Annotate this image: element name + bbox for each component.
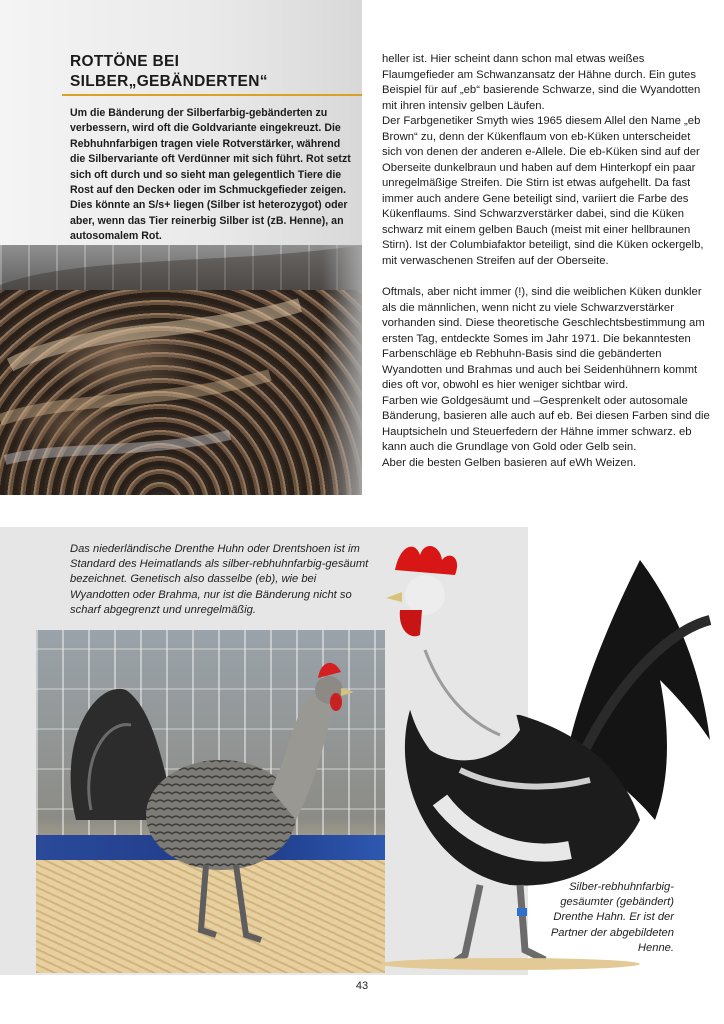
- hen-caption: Das niederländische Drenthe Huhn oder Drentshoen ist im Standard des Heimatlands als silber-rebhuhnfarbig-gesäumt bezeichnet. Genetisch also dasselbe (eb), wie bei Wyandotten oder Brahma, nur ist die Bänderung nicht so scharf abgegrenzt und unregelmäßig.: [70, 543, 369, 616]
- column-paragraph-1: heller ist. Hier scheint dann schon mal etwas weißes Flaumgefieder am Schwanzansatz der Hähne durch. Ein gutes Beispiel für auf „eb“ basierende Schwarze, sind die Wyandotten mit ihren intensiv gelben Läufen.: [382, 53, 701, 112]
- text-column: [382, 52, 712, 471]
- hen-illustration: [36, 630, 385, 973]
- feather-closeup-photo: [0, 245, 362, 495]
- column-paragraph-2: Der Farbgenetiker Smyth wies 1965 diesem Allel den Name „eb Brown“ zu, denn der Kükenflaum von eb-Küken unterscheidet sich von denen der anderen e-Allele. Die eb-Küken sind auf der Oberseite dunkelbraun und haben auf dem Hinterkopf ein paar unregelmäßige Streifen. Die Stirn ist etwas aufgehellt. Da fast immer auch andere Gene beteiligt sind, variiert die Farbe des Kükenflaums. Sind Schwarzverstärker dabei, sind die Küken schwarz mit einem gelben Bauch (meist mit einer hellbraunen Stirn). Ist der Columbiafaktor beteiligt, sind die Küken ockergelb, mit verwaschenen Streifen auf der Oberseite.: [382, 115, 704, 267]
- page-number: 43: [355, 980, 369, 992]
- column-paragraph-3: Oftmals, aber nicht immer (!), sind die weiblichen Küken dunkler als die männlichen, wenn nicht zu viele Schwarzverstärker vorhanden sind. Diese theoretische Geschlechtsbestimmung am ersten Tag, entdeckte Somes im Jahr 1971. Die bekanntesten Farbenschläge eb Rebhuhn-Basis sind die gebänderten Wyandotten und Brahmas und auch bei Seidenhühnern kommt dies oft vor, obwohl es hier weniger sichtbar wird.: [382, 286, 705, 391]
- hen-photo: [36, 630, 385, 973]
- heading-line-1: ROTTÖNE BEI: [70, 53, 180, 70]
- intro-paragraph: Um die Bänderung der Silberfarbig-gebänderten zu verbessern, wird oft die Goldvariante eingekreuzt. Die Rebhuhnfarbigen tragen viele Rotverstärker, während die Silbervariante oft Verdünner mit sich führt. Rot setzt sich oft durch und so sieht man gelegentlich Tiere die Rost auf den Decken oder im Schmuckgefieder zeigen. Dies könnte an S/s+ liegen (Silber ist heterozygot) oder aber, wenn das Tier reinerbig Silber ist (zB. Henne), an autosomalem Rot.: [70, 107, 351, 243]
- column-paragraph-4: Farben wie Goldgesäumt und –Gesprenkelt oder autosomale Bänderung, basieren alle auch auf eb. Bei diesen Farben sind die Hauptsicheln und Steuerfedern der Hähne immer schwarz. eb kann auch die Grundlage von Gold oder Gelb sein.: [382, 394, 710, 453]
- heading-line-2: SILBER„GEBÄNDERTEN“: [70, 73, 268, 90]
- feather-pattern: [0, 245, 362, 495]
- photo-background-right: [322, 245, 362, 495]
- section-heading: [70, 52, 360, 92]
- heading-underline: [62, 94, 362, 96]
- column-paragraph-5: Aber die besten Gelben basieren auf eWh Weizen.: [382, 456, 637, 469]
- rooster-caption: Silber-rebhuhnfarbig-gesäumter (gebändert) Drenthe Hahn. Er ist der Partner der abgebildeten Henne.: [550, 881, 674, 954]
